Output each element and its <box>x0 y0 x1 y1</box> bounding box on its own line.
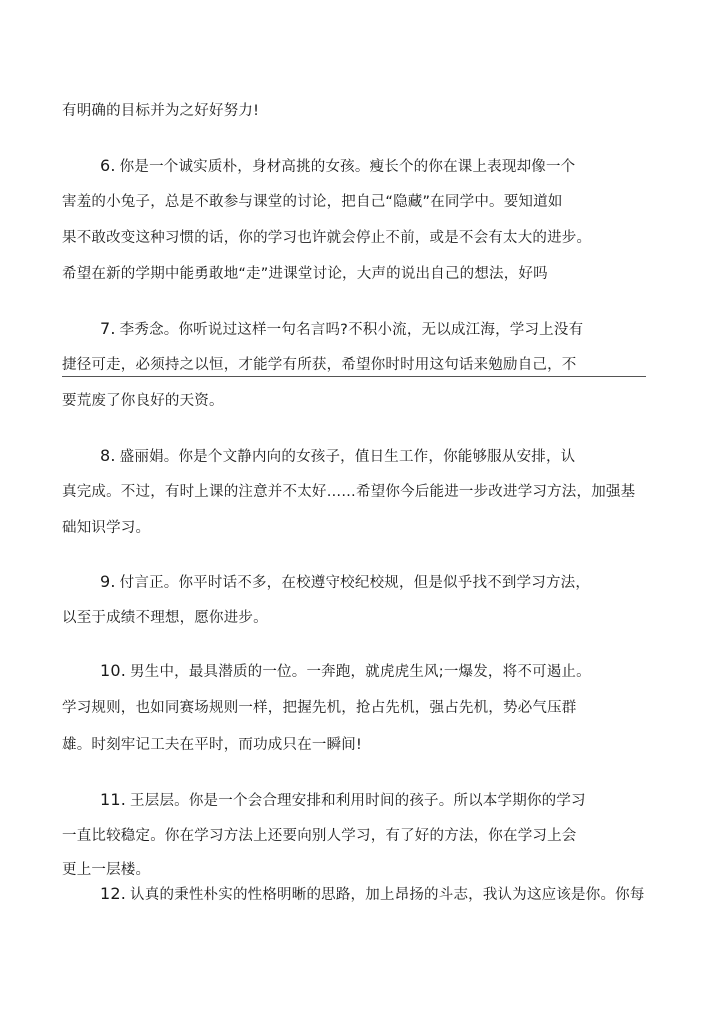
item-text: 李秀念。你听说过这样一句名言吗?不积小流，无以成江海，学习上没有 <box>119 322 584 338</box>
item-text: 男生中，最具潜质的一位。一奔跑，就虎虎生风;一爆发，将不可遏止。 <box>130 664 591 680</box>
item-text: 你是一个诚实质朴，身材高挑的女孩。瘦长个的你在课上表现却像一个 <box>119 159 576 175</box>
item-number: 10. <box>100 661 127 680</box>
item-6-line: 希望在新的学期中能勇敢地“走”进课堂讨论，大声的说出自己的想法，好吗 <box>62 266 548 282</box>
item-number: 12. <box>100 884 127 903</box>
item-7-line: 要荒废了你良好的天资。 <box>62 393 224 409</box>
item-6-first-line <box>100 156 575 177</box>
item-10-line: 学习规则，也如同赛场规则一样，把握先机，抢占先机，强占先机，势必气压群 <box>62 700 577 716</box>
item-number: 9. <box>100 572 116 591</box>
item-text: 认真的秉性朴实的性格明晰的思路，加上昂扬的斗志，我认为这应该是你。你每 <box>130 887 645 903</box>
item-number: 6. <box>100 156 116 175</box>
item-10-first-line <box>100 661 591 682</box>
item-8-line: 础知识学习。 <box>62 520 151 536</box>
item-text: 王层层。你是一个会合理安排和利用时间的孩子。所以本学期你的学习 <box>130 793 586 809</box>
item-6-line: 害羞的小兔子，总是不敢参与课堂的讨论，把自己“隐藏”在同学中。要知道如 <box>62 194 563 210</box>
item-number: 11. <box>100 790 127 809</box>
item-6-line: 果不敢改变这种习惯的话，你的学习也许就会停止不前，或是不会有太大的进步。 <box>62 230 592 246</box>
item-12-first-line <box>100 884 645 905</box>
item-number: 8. <box>100 446 116 465</box>
horizontal-divider <box>62 376 646 377</box>
item-text: 付言正。你平时话不多，在校遵守校纪校规，但是似乎找不到学习方法， <box>119 575 591 591</box>
item-8-first-line <box>100 446 575 467</box>
item-7-first-line <box>100 319 583 340</box>
item-8-line: 真完成。不过，有时上课的注意并不太好……希望你今后能进一步改进学习方法，加强基 <box>62 484 636 500</box>
item-11-line: 更上一层楼。 <box>62 862 151 878</box>
item-11-first-line <box>100 790 586 811</box>
item-11-line: 一直比较稳定。你在学习方法上还要向别人学习，有了好的方法，你在学习上会 <box>62 828 577 844</box>
item-9-line: 以至于成绩不理想，愿你进步。 <box>62 610 268 626</box>
item-text: 盛丽娟。你是个文静内向的女孩子，值日生工作，你能够服从安排，认 <box>119 449 576 465</box>
item-9-first-line <box>100 572 590 593</box>
paragraph-continuation-line: 有明确的目标并为之好好努力! <box>62 103 260 119</box>
item-7-line: 捷径可走，必须持之以恒，才能学有所获，希望你时时用这句话来勉励自己，不 <box>62 357 577 373</box>
item-10-line: 雄。时刻牢记工夫在平时，而功成只在一瞬间! <box>62 737 363 753</box>
item-number: 7. <box>100 319 116 338</box>
